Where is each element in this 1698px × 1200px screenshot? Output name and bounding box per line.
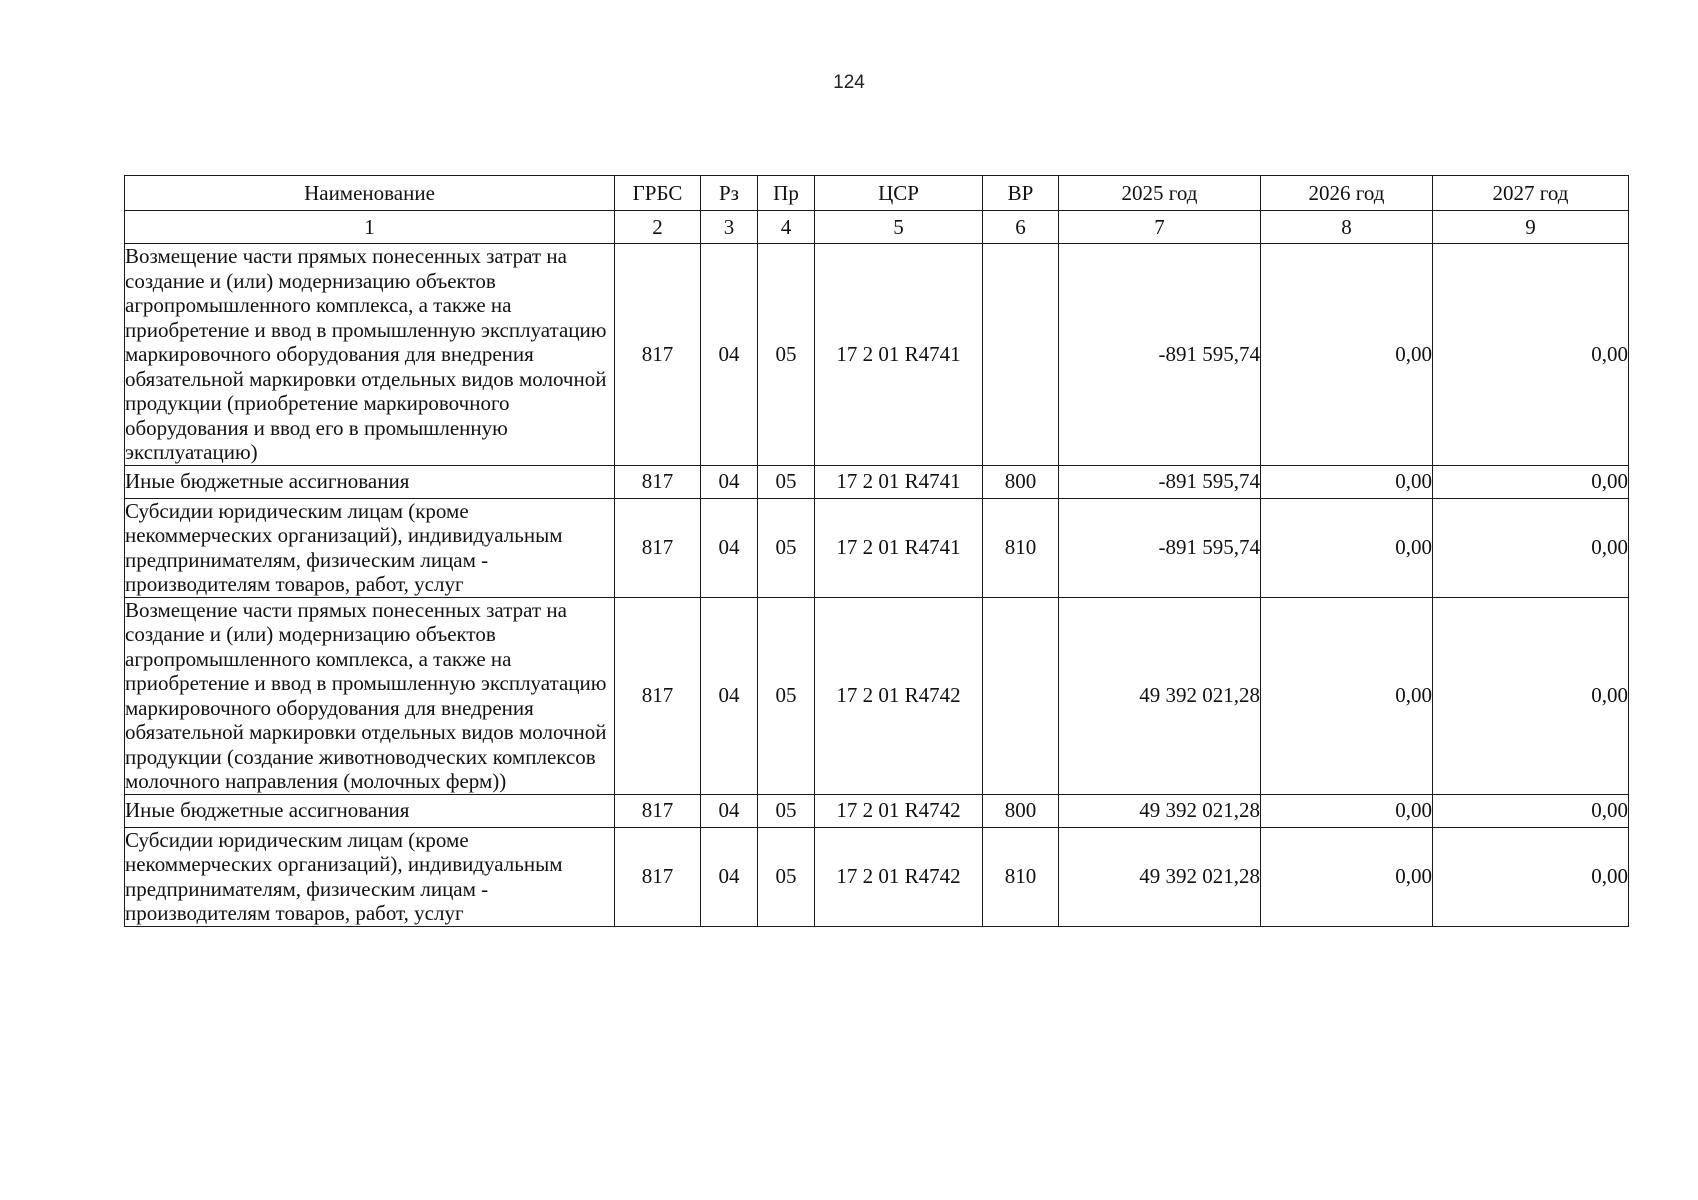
row-amount-2025: -891 595,74 <box>1059 465 1261 498</box>
row-pr: 05 <box>758 597 815 794</box>
column-number: 6 <box>983 211 1059 244</box>
column-number: 4 <box>758 211 815 244</box>
row-rz: 04 <box>701 597 758 794</box>
header-2025: 2025 год <box>1059 176 1261 211</box>
row-grbs: 817 <box>615 794 701 827</box>
header-vr: ВР <box>983 176 1059 211</box>
header-row <box>125 176 1629 211</box>
column-number: 5 <box>815 211 983 244</box>
row-amount-2027: 0,00 <box>1433 244 1629 466</box>
table-row <box>125 827 1629 926</box>
header-rz: Рз <box>701 176 758 211</box>
row-name: Возмещение части прямых понесенных затрат на создание и (или) модернизацию объектов агропромышленного комплекса, а также на приобретение и ввод в промышленную эксплуатацию маркировочного оборудования для внедрения обязательной маркировки отдельных видов молочной продукции (создание животноводческих комплексов молочного направления (молочных ферм)) <box>125 597 615 794</box>
row-amount-2027: 0,00 <box>1433 597 1629 794</box>
row-amount-2025: 49 392 021,28 <box>1059 794 1261 827</box>
row-vr: 800 <box>983 794 1059 827</box>
row-rz: 04 <box>701 498 758 597</box>
row-amount-2027: 0,00 <box>1433 465 1629 498</box>
row-name: Возмещение части прямых понесенных затрат на создание и (или) модернизацию объектов агропромышленного комплекса, а также на приобретение и ввод в промышленную эксплуатацию маркировочного оборудования для внедрения обязательной маркировки отдельных видов молочной продукции (приобретение маркировочного оборудования и ввод его в промышленную эксплуатацию) <box>125 244 615 466</box>
column-number: 1 <box>125 211 615 244</box>
row-grbs: 817 <box>615 244 701 466</box>
row-rz: 04 <box>701 794 758 827</box>
page-number: 124 <box>833 72 865 93</box>
row-vr <box>983 597 1059 794</box>
row-pr: 05 <box>758 465 815 498</box>
row-amount-2027: 0,00 <box>1433 827 1629 926</box>
row-grbs: 817 <box>615 498 701 597</box>
header-pr: Пр <box>758 176 815 211</box>
table-row <box>125 597 1629 794</box>
row-amount-2026: 0,00 <box>1261 465 1433 498</box>
header-2027: 2027 год <box>1433 176 1629 211</box>
row-name: Субсидии юридическим лицам (кроме некоммерческих организаций), индивидуальным предпринимателям, физическим лицам - производителям товаров, работ, услуг <box>125 498 615 597</box>
table-row <box>125 244 1629 466</box>
row-amount-2025: 49 392 021,28 <box>1059 827 1261 926</box>
table-row <box>125 498 1629 597</box>
row-rz: 04 <box>701 465 758 498</box>
row-name: Субсидии юридическим лицам (кроме некоммерческих организаций), индивидуальным предпринимателям, физическим лицам - производителям товаров, работ, услуг <box>125 827 615 926</box>
row-vr: 810 <box>983 498 1059 597</box>
row-csr: 17 2 01 R4742 <box>815 597 983 794</box>
row-rz: 04 <box>701 244 758 466</box>
row-amount-2026: 0,00 <box>1261 244 1433 466</box>
header-2026: 2026 год <box>1261 176 1433 211</box>
row-csr: 17 2 01 R4741 <box>815 465 983 498</box>
row-amount-2026: 0,00 <box>1261 794 1433 827</box>
header-grbs: ГРБС <box>615 176 701 211</box>
column-number: 2 <box>615 211 701 244</box>
row-amount-2026: 0,00 <box>1261 827 1433 926</box>
column-number: 3 <box>701 211 758 244</box>
row-csr: 17 2 01 R4742 <box>815 794 983 827</box>
header-name: Наименование <box>125 176 615 211</box>
row-amount-2027: 0,00 <box>1433 794 1629 827</box>
row-grbs: 817 <box>615 465 701 498</box>
row-vr: 800 <box>983 465 1059 498</box>
column-number: 8 <box>1261 211 1433 244</box>
row-pr: 05 <box>758 794 815 827</box>
row-csr: 17 2 01 R4742 <box>815 827 983 926</box>
header-csr: ЦСР <box>815 176 983 211</box>
row-pr: 05 <box>758 498 815 597</box>
row-amount-2025: -891 595,74 <box>1059 244 1261 466</box>
column-number: 9 <box>1433 211 1629 244</box>
row-grbs: 817 <box>615 827 701 926</box>
table-row <box>125 794 1629 827</box>
row-name: Иные бюджетные ассигнования <box>125 465 615 498</box>
row-amount-2025: 49 392 021,28 <box>1059 597 1261 794</box>
row-csr: 17 2 01 R4741 <box>815 498 983 597</box>
row-pr: 05 <box>758 827 815 926</box>
column-number-row <box>125 211 1629 244</box>
row-amount-2026: 0,00 <box>1261 498 1433 597</box>
row-pr: 05 <box>758 244 815 466</box>
table-row <box>125 465 1629 498</box>
row-csr: 17 2 01 R4741 <box>815 244 983 466</box>
row-rz: 04 <box>701 827 758 926</box>
row-vr <box>983 244 1059 466</box>
row-amount-2026: 0,00 <box>1261 597 1433 794</box>
row-amount-2027: 0,00 <box>1433 498 1629 597</box>
column-number: 7 <box>1059 211 1261 244</box>
row-name: Иные бюджетные ассигнования <box>125 794 615 827</box>
budget-table <box>124 175 1629 927</box>
row-vr: 810 <box>983 827 1059 926</box>
row-amount-2025: -891 595,74 <box>1059 498 1261 597</box>
row-grbs: 817 <box>615 597 701 794</box>
